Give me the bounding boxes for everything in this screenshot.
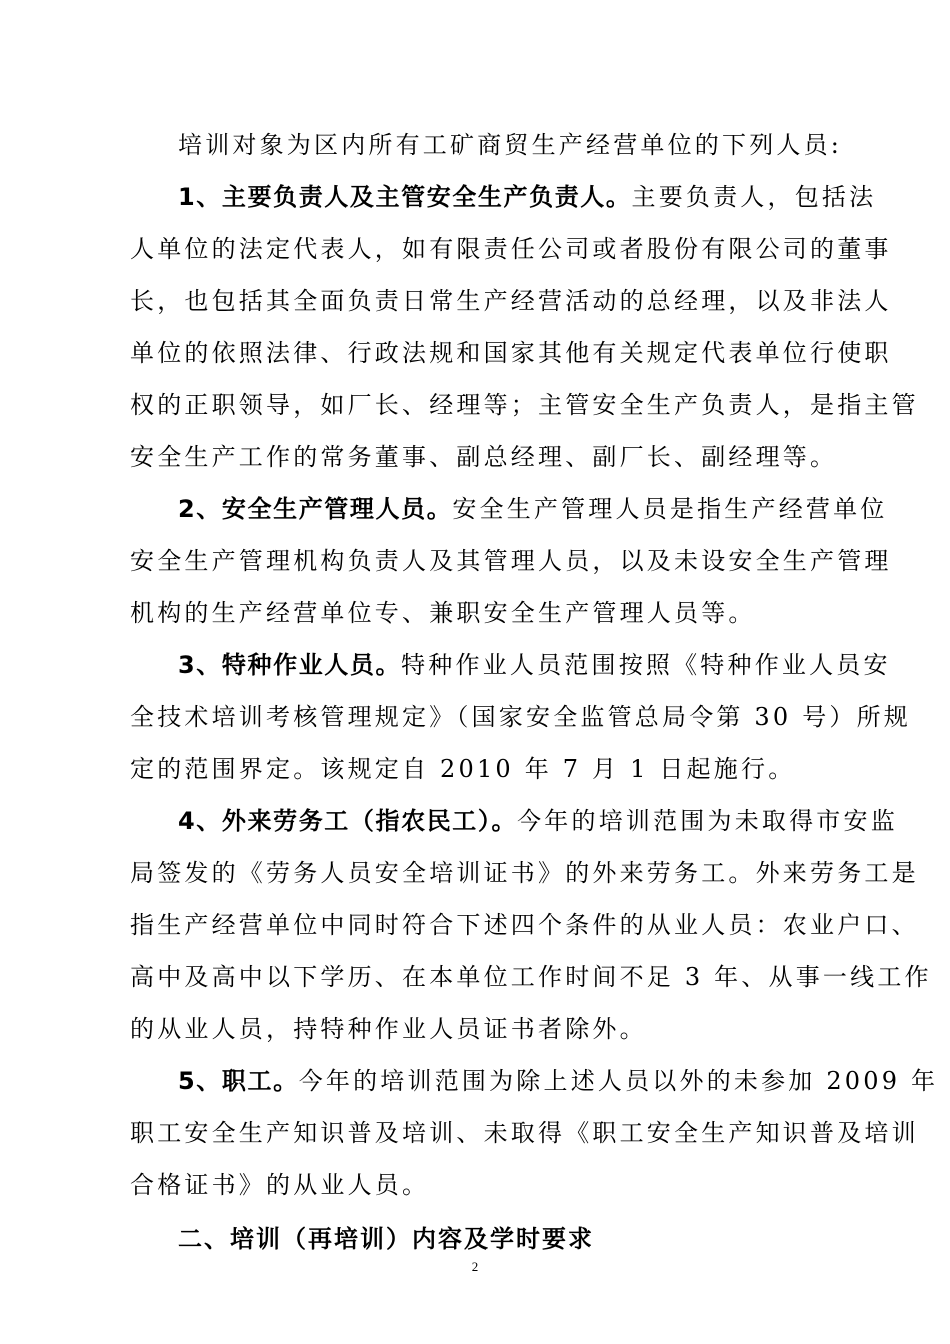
item-4-text-line: 的从业人员，持特种作业人员证书者除外。 (130, 1015, 647, 1043)
item-4-text-line: 指生产经营单位中同时符合下述四个条件的从业人员：农业户口、 (130, 911, 919, 939)
item-4-first-line (178, 804, 898, 838)
item-1-first-line (178, 180, 877, 214)
page-number: 2 (471, 1259, 479, 1274)
item-1-text-line: 主要负责人，包括法 (631, 183, 877, 211)
item-2-text-line: 安全生产管理机构负责人及其管理人员，以及未设安全生产管理 (130, 547, 892, 575)
item-5-text-line: 今年的培训范围为除上述人员以外的未参加 2009 年 (298, 1067, 939, 1095)
item-4-title: 4、外来劳务工（指农民工）。 (178, 807, 518, 835)
item-4-text-line: 局签发的《劳务人员安全培训证书》的外来劳务工。外来劳务工是 (130, 859, 919, 887)
item-3-text-line: 全技术培训考核管理规定》（国家安全监管总局令第 30 号）所规 (130, 703, 911, 731)
item-5-first-line (178, 1064, 939, 1098)
item-5-text-line: 职工安全生产知识普及培训、未取得《职工安全生产知识普及培训 (130, 1119, 919, 1147)
item-1-text-line: 单位的依照法律、行政法规和国家其他有关规定代表单位行使职 (130, 339, 892, 367)
item-3-text-line: 特种作业人员范围按照《特种作业人员安 (401, 651, 891, 679)
item-1-text-line: 权的正职领导，如厂长、经理等；主管安全生产负责人，是指主管 (130, 391, 919, 419)
item-3-text-line: 定的范围界定。该规定自 2010 年 7 月 1 日起施行。 (130, 755, 796, 783)
item-3-first-line (178, 648, 891, 682)
item-4-text-line: 高中及高中以下学历、在本单位工作时间不足 3 年、从事一线工作 (130, 963, 932, 991)
item-5-text-line: 合格证书》的从业人员。 (130, 1171, 430, 1199)
item-4-text-line: 今年的培训范围为未取得市安监 (517, 807, 898, 835)
intro-paragraph: 培训对象为区内所有工矿商贸生产经营单位的下列人员: (178, 131, 843, 159)
item-1-text-line: 安全生产工作的常务董事、副总经理、副厂长、副经理等。 (130, 443, 838, 471)
item-2-text-line: 安全生产管理人员是指生产经营单位 (452, 495, 888, 523)
item-5-title: 5、职工。 (178, 1067, 299, 1095)
item-3-title: 3、特种作业人员。 (178, 651, 402, 679)
section-heading: 二、培训（再培训）内容及学时要求 (178, 1225, 594, 1253)
item-1-title: 1、主要负责人及主管安全生产负责人。 (178, 183, 632, 211)
item-2-title: 2、安全生产管理人员。 (178, 495, 453, 523)
item-1-text-line: 人单位的法定代表人，如有限责任公司或者股份有限公司的董事 (130, 235, 892, 263)
item-2-first-line (178, 492, 888, 526)
item-2-text-line: 机构的生产经营单位专、兼职安全生产管理人员等。 (130, 599, 756, 627)
item-1-text-line: 长，也包括其全面负责日常生产经营活动的总经理，以及非法人 (130, 287, 892, 315)
